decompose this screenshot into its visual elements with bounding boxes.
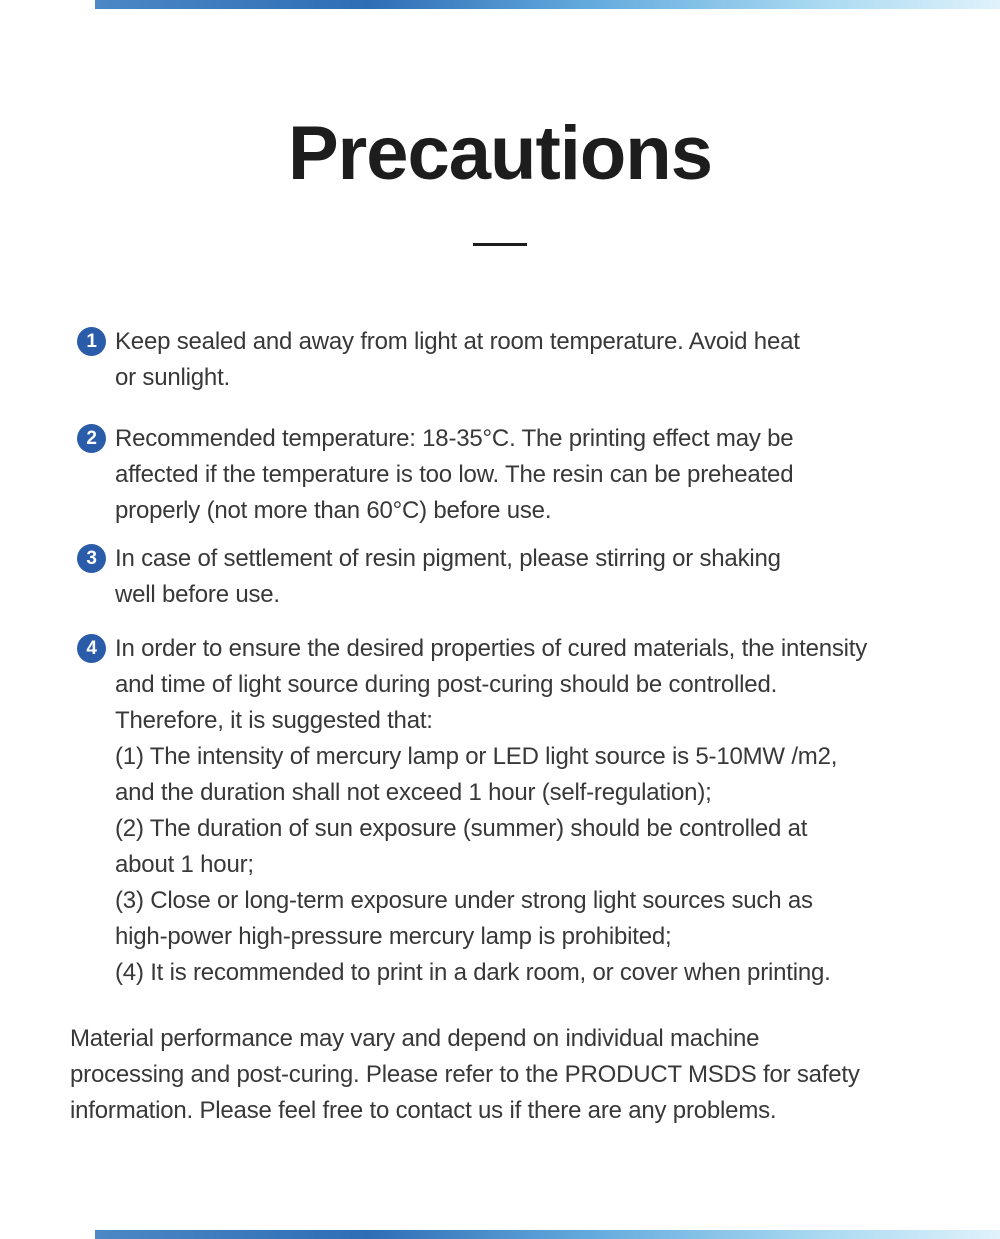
text-line: Therefore, it is suggested that: <box>115 707 433 735</box>
precaution-item-4 <box>0 631 1000 991</box>
precaution-item-3 <box>0 541 1000 613</box>
precaution-text-2 <box>115 421 960 529</box>
precaution-text-3 <box>115 541 960 613</box>
precaution-item-1 <box>0 324 1000 396</box>
number-badge-3: 3 <box>77 544 106 573</box>
precaution-list <box>0 324 1000 991</box>
text-line: well before use. <box>115 581 280 609</box>
precaution-text-4 <box>115 631 960 991</box>
text-line: (1) The intensity of mercury lamp or LED light source is 5-10MW /m2, <box>115 743 838 771</box>
text-line: high-power high-pressure mercury lamp is prohibited; <box>115 923 672 951</box>
text-line: information. Please feel free to contact us if there are any problems. <box>70 1097 777 1125</box>
number-badge-4: 4 <box>77 634 106 663</box>
text-line: (4) It is recommended to print in a dark room, or cover when printing. <box>115 959 831 987</box>
number-badge-2: 2 <box>77 424 106 453</box>
text-line: properly (not more than 60°C) before use. <box>115 497 552 525</box>
text-line: (2) The duration of sun exposure (summer) should be controlled at <box>115 815 808 843</box>
title-divider <box>473 243 527 246</box>
text-line: affected if the temperature is too low. The resin can be preheated <box>115 461 794 489</box>
text-line: In case of settlement of resin pigment, please stirring or shaking <box>115 545 781 573</box>
top-accent-bar <box>95 0 1000 9</box>
text-line: and time of light source during post-curing should be controlled. <box>115 671 778 699</box>
text-line: In order to ensure the desired properties of cured materials, the intensity <box>115 635 868 663</box>
precaution-item-2 <box>0 421 1000 529</box>
text-line: (3) Close or long-term exposure under strong light sources such as <box>115 887 813 915</box>
text-line: about 1 hour; <box>115 851 254 879</box>
page-title: Precautions <box>287 111 713 196</box>
material-performance-note <box>0 1021 1000 1129</box>
text-line: processing and post-curing. Please refer to the PRODUCT MSDS for safety <box>70 1061 860 1089</box>
text-line: Material performance may vary and depend on individual machine <box>70 1025 760 1053</box>
text-line: or sunlight. <box>115 364 230 392</box>
text-line: Keep sealed and away from light at room temperature. Avoid heat <box>115 328 800 356</box>
precaution-text-1 <box>115 324 960 396</box>
text-line: Recommended temperature: 18-35°C. The printing effect may be <box>115 425 794 453</box>
bottom-accent-bar <box>95 1230 1000 1239</box>
number-badge-1: 1 <box>77 327 106 356</box>
text-line: and the duration shall not exceed 1 hour (self-regulation); <box>115 779 712 807</box>
